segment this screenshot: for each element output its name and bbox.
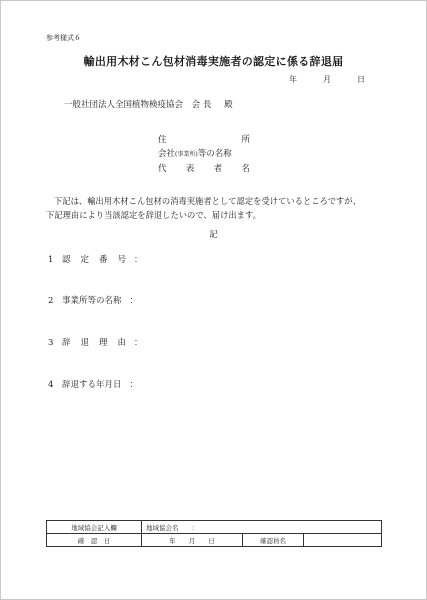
date-line [289, 74, 365, 85]
item-certification-number: 1 認 定 番 号 ： [48, 255, 143, 265]
body-line-1: 下記は、輸出用木材こん包材の消毒実施者として認定を受けているところですが、 [54, 196, 361, 206]
document-title: 輸出用木材こん包材消毒実施者の認定に係る辞退届 [83, 55, 344, 68]
item-withdrawal-date: 4 辞退する年月日 ： [48, 380, 139, 390]
date-year-label: 年 [289, 75, 297, 84]
address-label: 住 所 [158, 135, 250, 145]
applicant-block [158, 133, 250, 176]
ki-heading: 記 [209, 230, 218, 240]
confirmer-name-field [304, 534, 382, 547]
form-reference-label: 参考様式６ [46, 34, 81, 42]
office-use-label: 地域協会記入欄 [47, 521, 142, 534]
regional-association-name-field: 地域協会名 ： [142, 521, 382, 534]
item-facility-name: 2 事業所等の名称 ： [48, 296, 139, 306]
company-name-label: 会社(事業所)等の名称 [158, 149, 232, 159]
recipient-position: 会 長 [191, 100, 212, 110]
item-withdrawal-reason: 3 辞 退 理 由 ： [48, 338, 143, 348]
date-month-label: 月 [323, 75, 331, 84]
recipient-org: 一般社団法人全国植物検疫協会 [64, 100, 184, 110]
confirmer-name-label: 確認員名 [243, 534, 304, 547]
recipient-honorific: 殿 [224, 100, 233, 110]
date-day-label: 日 [357, 75, 365, 84]
recipient-line [64, 98, 233, 110]
representative-name-label: 代 表 者 名 [158, 164, 250, 174]
body-paragraph [46, 194, 386, 222]
confirmation-date-field: 年 月 日 [142, 534, 243, 547]
confirmation-date-label: 確 認 日 [47, 534, 142, 547]
office-use-table [46, 520, 382, 547]
body-line-2: 下記理由により当該認定を辞退したいので、届け出ます。 [46, 210, 261, 220]
